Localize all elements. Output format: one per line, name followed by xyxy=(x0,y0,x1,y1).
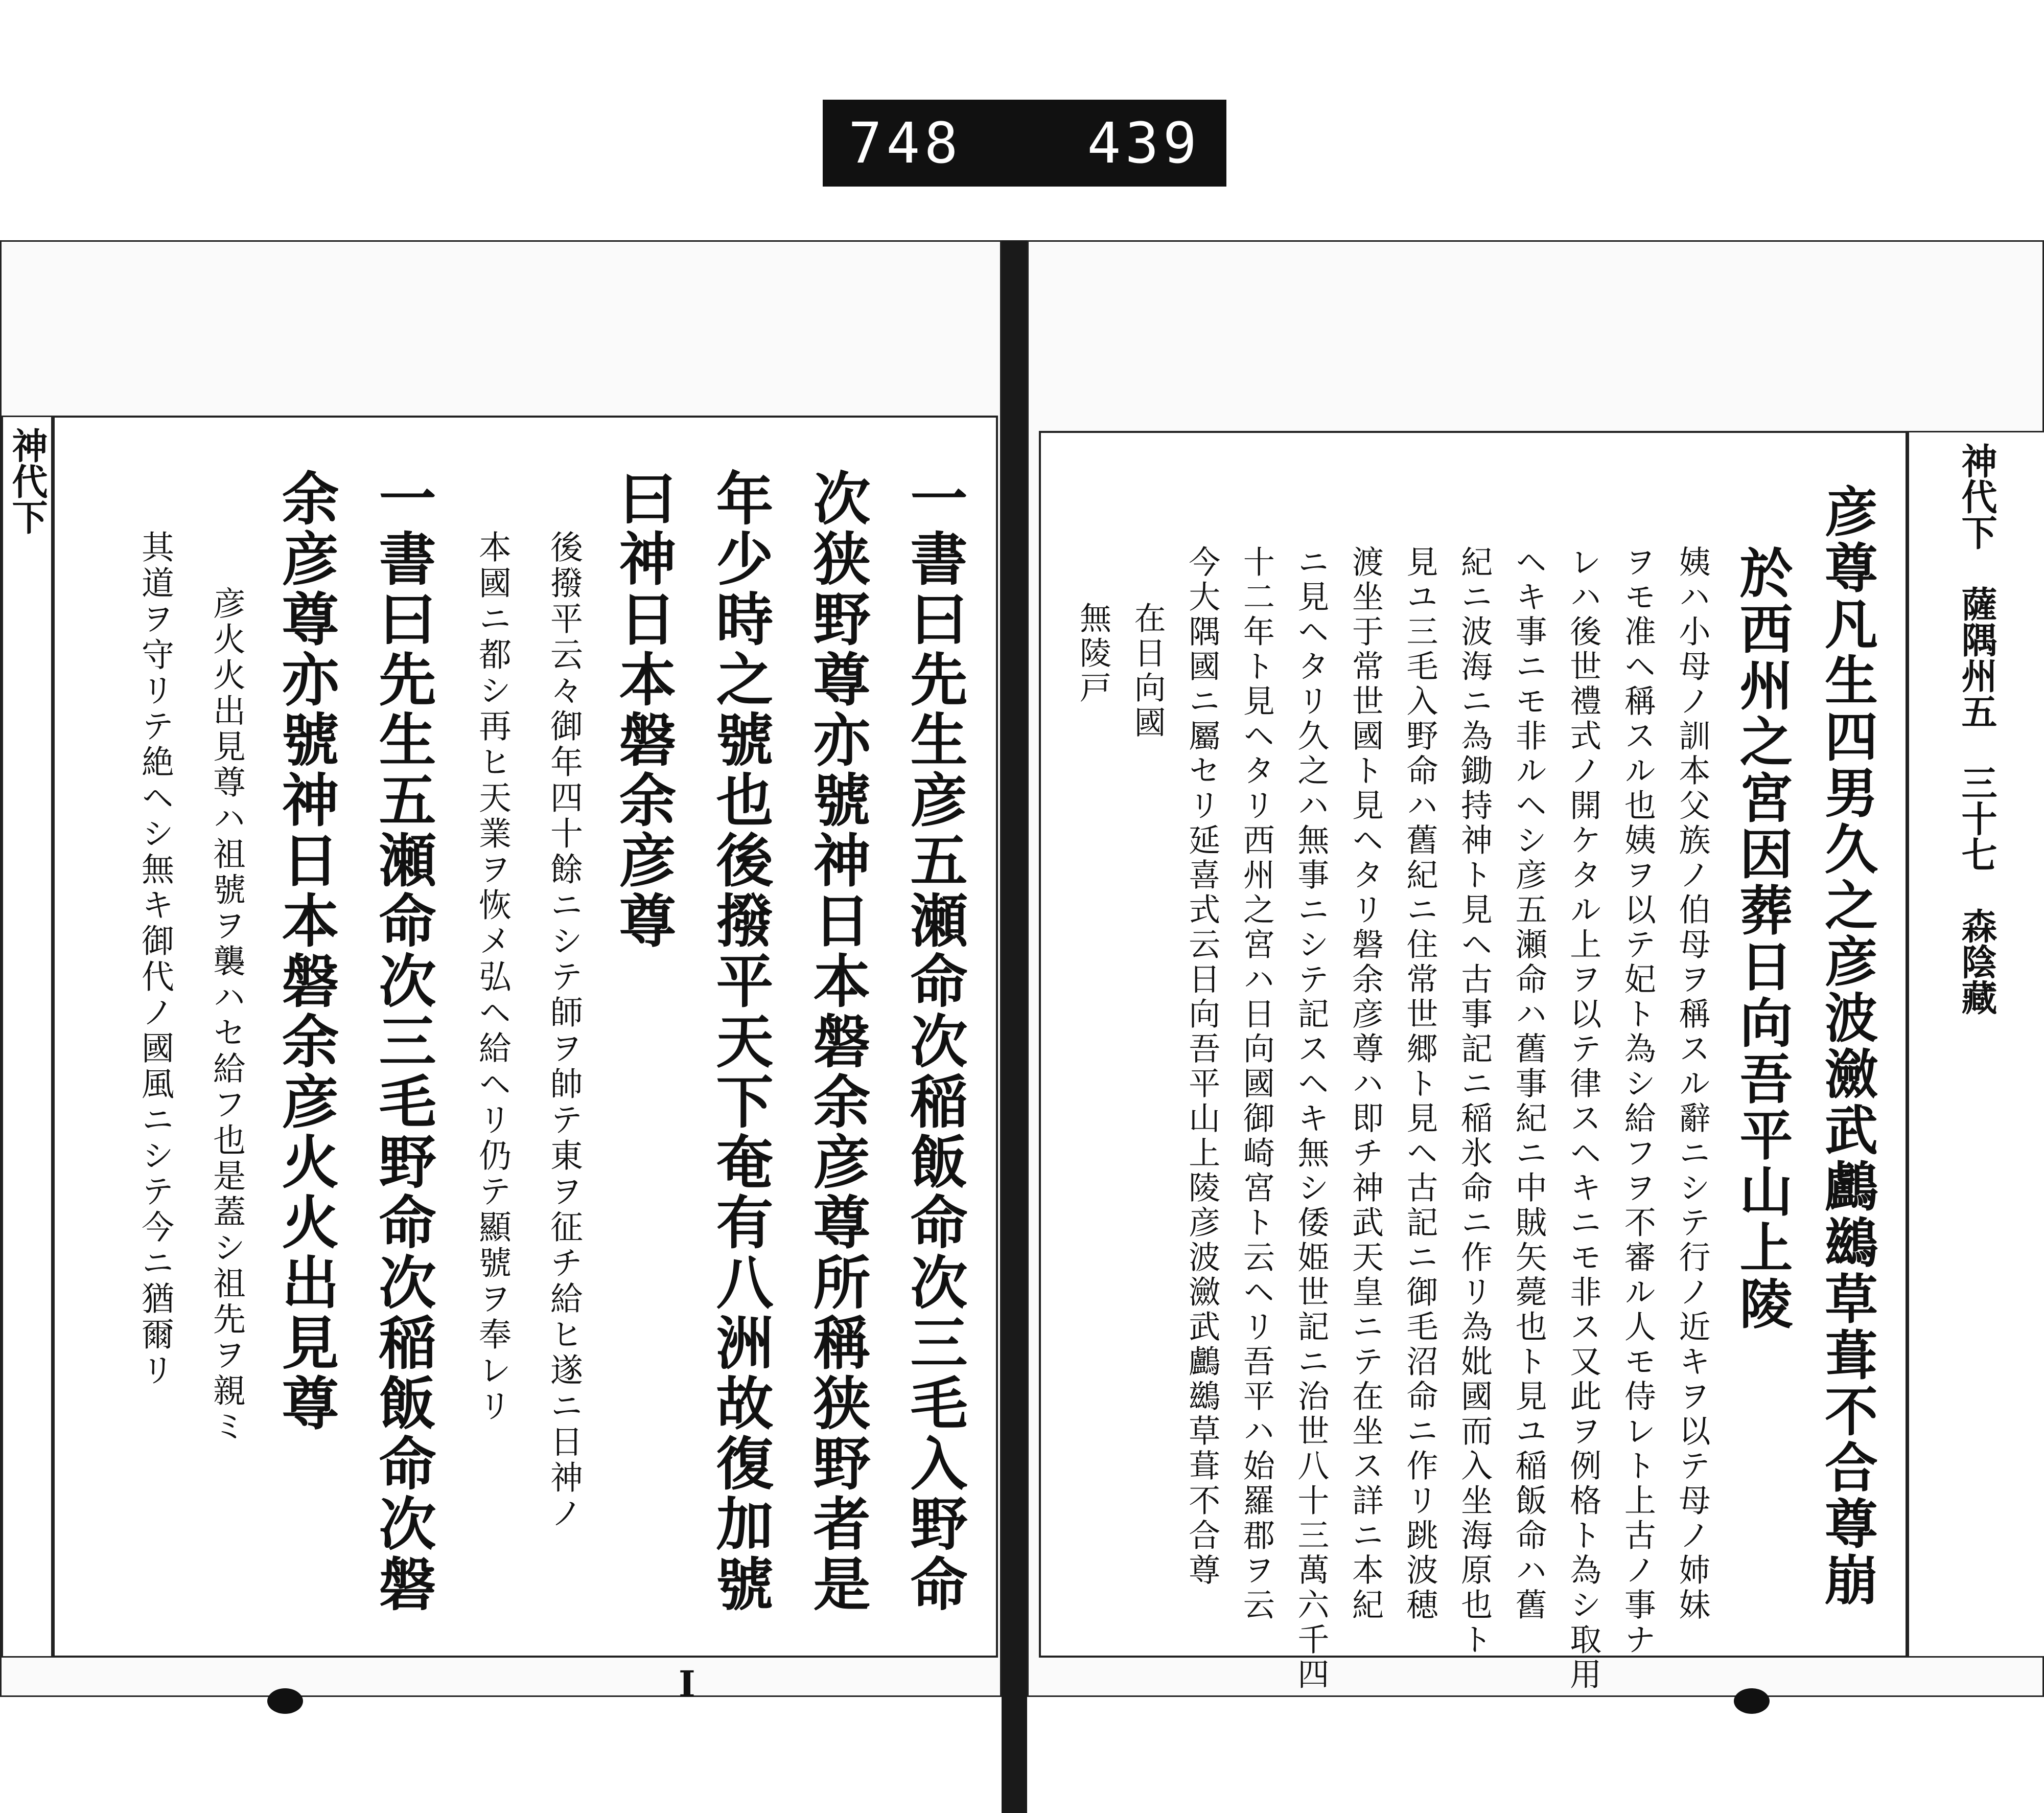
right-text-frame xyxy=(1039,431,1908,1692)
binding-hole-icon xyxy=(267,1688,303,1714)
left-margin-title: 神代下 xyxy=(6,427,49,535)
left-column-5: 後撥平云々御年四十餘ニシテ師ヲ帥テ東ヲ征チ給ヒ遂ニ日神ノ xyxy=(545,530,583,1532)
right-column-3: 姨ハ小母ノ訓本父族ノ伯母ヲ稱スル辭ニシテ行ノ近キヲ以テ母ノ姉妹 xyxy=(1673,545,1711,1623)
right-text-columns xyxy=(1041,433,1906,1692)
book-spine xyxy=(1002,240,1027,1813)
right-column-7: 紀ニ波海ニ為鋤持神ト見ヘ古事記ニ稲氷命ニ作リ為妣國而入坐海原也ト xyxy=(1455,545,1493,1658)
right-column-12: 今大隅國ニ屬セリ延喜式云日向吾平山上陵彦波瀲武鸕鷀草葺不合尊 xyxy=(1183,545,1221,1588)
right-column-9: 渡坐于常世國ト見ヘタリ磐余彦尊ハ即チ神武天皇ニテ在坐ス詳ニ本紀 xyxy=(1346,545,1384,1623)
left-column-9: 彦火火出見尊ハ祖號ヲ襲ハセ給フ也是蓋シ祖先ヲ親ミ xyxy=(207,586,245,1445)
right-column-1: 彦尊凡生四男久之彦波瀲武鸕鷀草葺不合尊崩 xyxy=(1816,484,1878,1609)
catalog-number-right: 439 xyxy=(1087,110,1201,176)
right-margin-title: 神代下 薩隅州五 三十七 森陰藏 xyxy=(1956,443,1998,1015)
left-page xyxy=(0,240,1002,1705)
right-column-6: ヘキ事ニモ非ルヘシ彦五瀬命ハ舊事紀ニ中賊矢薨也ト見ユ稲飯命ハ舊 xyxy=(1510,545,1548,1623)
right-page xyxy=(1027,240,2044,1697)
right-column-8: 見ユ三毛入野命ハ舊紀ニ住常世郷ト見ヘ古記ニ御毛沼命ニ作リ跳波穂 xyxy=(1401,545,1439,1623)
catalog-number-plate xyxy=(823,100,1226,187)
left-page-margin xyxy=(2,416,53,1658)
right-column-4: ヲモ准ヘ稱スル也姨ヲ以テ妃ト為シ給フヲ不審ル人モ侍レト上古ノ事ナ xyxy=(1619,545,1657,1658)
left-column-2: 次狭野尊亦號神日本磐余彦尊所稱狭野者是 xyxy=(804,469,871,1615)
right-column-2: 於西州之宮因葬日向吾平山上陵 xyxy=(1730,545,1794,1333)
right-column-14: 無陵戸 xyxy=(1074,602,1112,706)
right-column-13: 在日向國 xyxy=(1129,602,1167,741)
binding-hole-icon xyxy=(1734,1688,1770,1714)
folio-number: Ⅰ xyxy=(679,1663,695,1705)
left-column-3: 年少時之號也後撥平天下奄有八洲故復加號 xyxy=(707,469,774,1615)
right-column-5: レハ後世禮式ノ開ケタル上ヲ以テ律スヘキニモ非ス又此ヲ例格ト為シ取用 xyxy=(1564,545,1602,1692)
left-column-6: 本國ニ都シ再ヒ天業ヲ恢メ弘ヘ給ヘリ仍テ顯號ヲ奉レリ xyxy=(473,530,511,1425)
left-column-4: 曰神日本磐余彦尊 xyxy=(610,469,677,951)
left-column-8: 余彦尊亦號神日本磐余彦火火出見尊 xyxy=(272,469,339,1434)
left-text-frame xyxy=(53,416,998,1658)
left-column-10: 其道ヲ守リテ絶ヘシ無キ御代ノ國風ニシテ今ニ猶爾リ xyxy=(136,530,174,1389)
right-column-11: 十二年ト見ヘタリ西州之宮ハ日向國御崎宮ト云ヘリ吾平ハ始羅郡ヲ云 xyxy=(1238,545,1275,1623)
right-column-10: ニ見ヘタリ久之ハ無事ニシテ記スヘキ無シ倭姫世記ニ治世八十三萬六千四 xyxy=(1292,545,1330,1692)
left-column-1: 一書曰先生彦五瀬命次稲飯命次三毛入野命 xyxy=(901,469,968,1615)
left-text-columns xyxy=(55,418,996,1656)
right-page-margin xyxy=(1908,431,2044,1658)
catalog-number-left: 748 xyxy=(848,110,962,176)
left-column-7: 一書曰先生五瀬命次三毛野命次稲飯命次磐 xyxy=(369,469,436,1615)
